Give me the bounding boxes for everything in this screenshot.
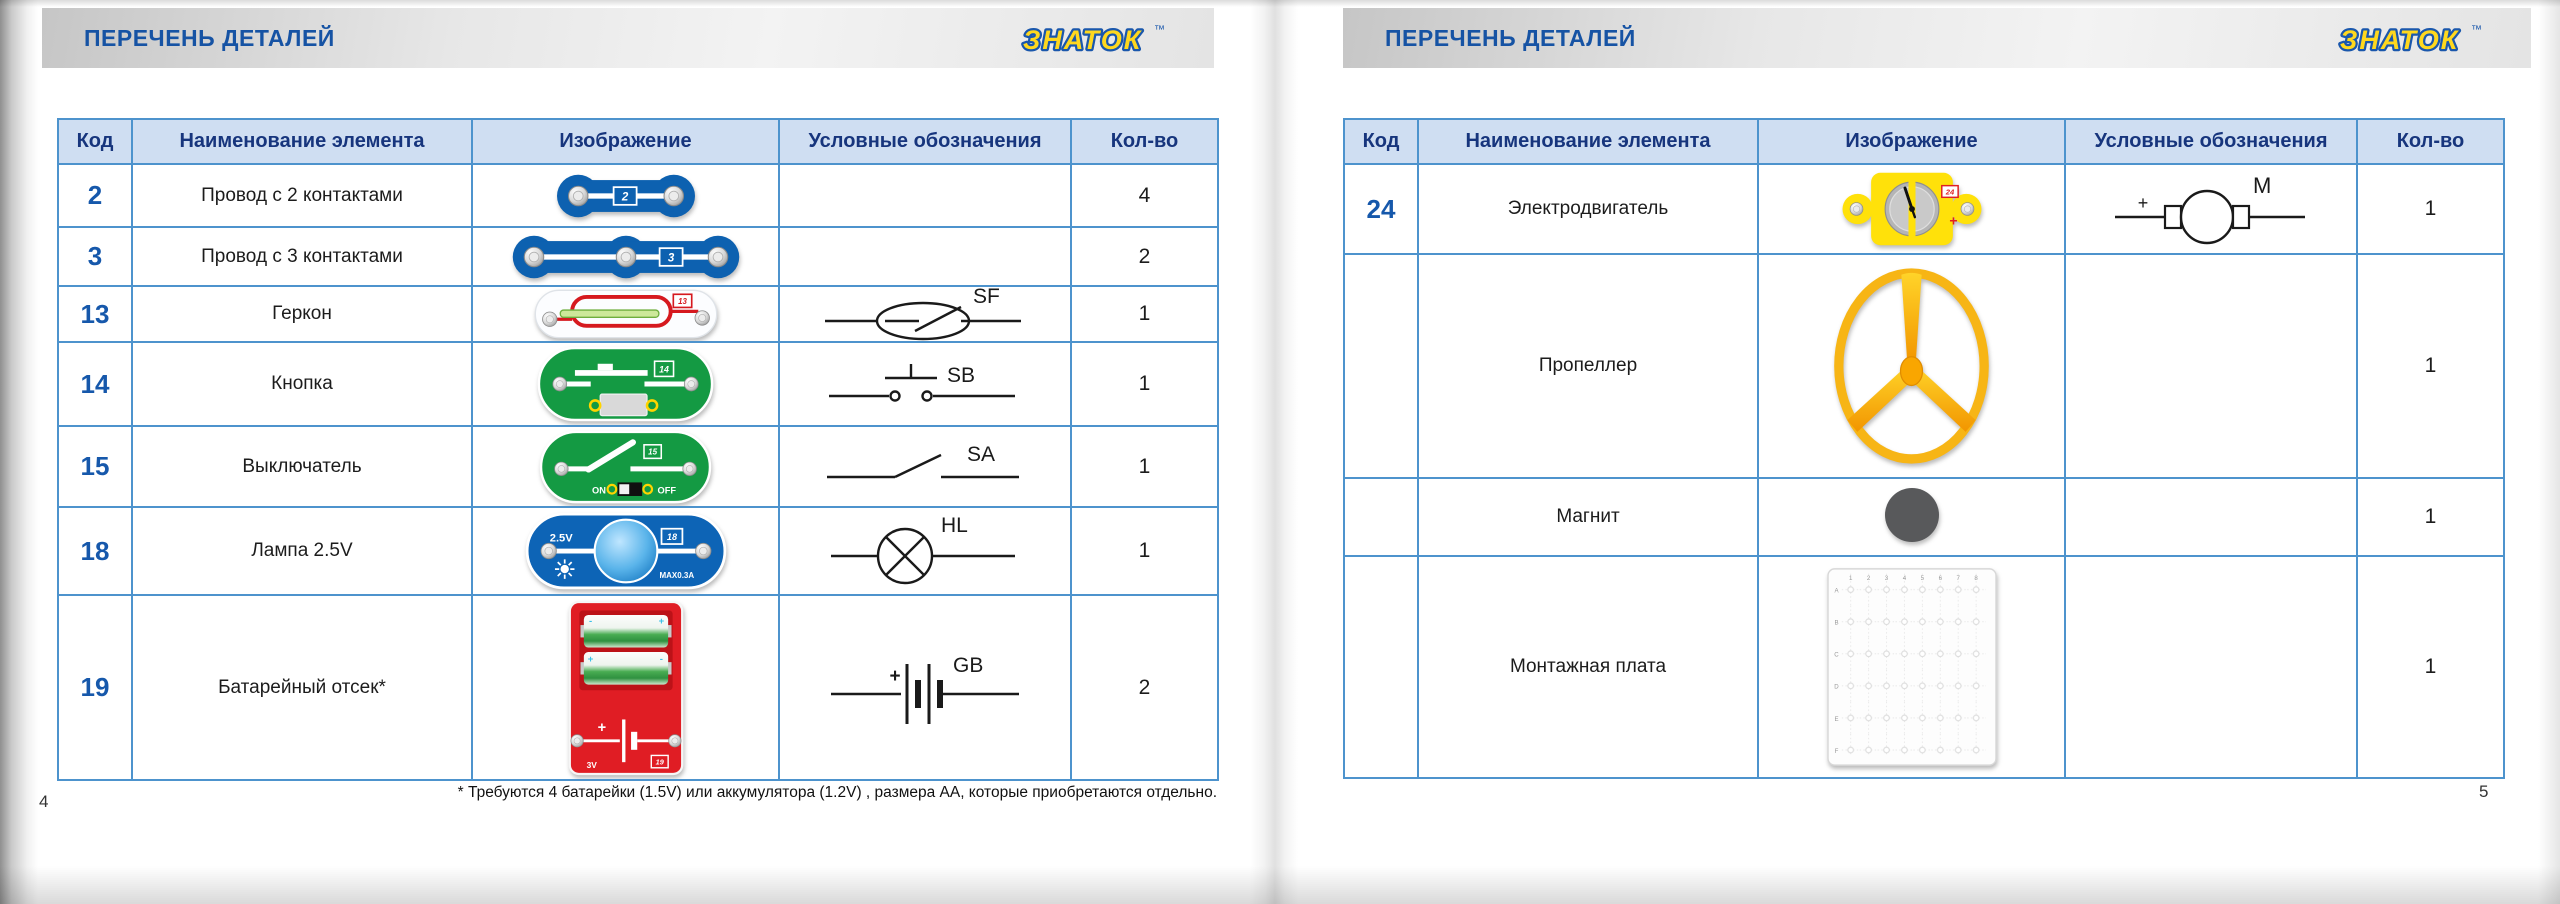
part-name: Монтажная плата xyxy=(1418,556,1758,778)
battery-holder-image xyxy=(567,600,685,776)
scan-left-edge xyxy=(0,0,38,904)
col-header-qty: Кол-во xyxy=(2357,119,2504,164)
page-number-left: 4 xyxy=(39,792,49,811)
magnet-image xyxy=(1879,485,1945,549)
part-tag: 24 xyxy=(1945,187,1954,197)
part-qty: 1 xyxy=(1071,426,1218,507)
logo-text: ЗНАТОК xyxy=(2340,25,2460,55)
table-header-row xyxy=(1344,119,2504,164)
motor-symbol xyxy=(2101,171,2321,247)
scan-bottom-edge xyxy=(0,866,2560,904)
switch-symbol xyxy=(815,439,1035,495)
part-code: 18 xyxy=(58,507,132,595)
table-header-row xyxy=(58,119,1218,164)
part-tag: 13 xyxy=(677,297,687,307)
symbol-label: SA xyxy=(967,442,996,466)
part-name: Кнопка xyxy=(132,342,472,426)
part-name: Провод с 2 контактами xyxy=(132,164,472,227)
reed-switch-image xyxy=(534,289,718,339)
table-row xyxy=(58,227,1218,286)
col-header-image: Изображение xyxy=(1758,119,2065,164)
col-header-qty: Кол-во xyxy=(1071,119,1218,164)
logo-tm: ™ xyxy=(2471,24,2482,36)
table-row xyxy=(58,164,1218,227)
right-header-bar xyxy=(1343,8,2531,68)
part-qty: 2 xyxy=(1071,227,1218,286)
page-number-right: 5 xyxy=(2479,782,2489,801)
part-qty: 1 xyxy=(2357,478,2504,556)
part-tag: 15 xyxy=(648,447,658,457)
part-qty: 1 xyxy=(2357,254,2504,478)
reed-switch-symbol xyxy=(815,287,1035,341)
part-tag: 18 xyxy=(666,531,677,542)
symbol-plus: + xyxy=(2137,193,2149,213)
part-code: 13 xyxy=(58,286,132,342)
part-code xyxy=(1344,254,1418,478)
logo-tm: ™ xyxy=(1154,24,1165,36)
part-code: 3 xyxy=(58,227,132,286)
col-header-symbol: Условные обозначения xyxy=(2065,119,2357,164)
board-row-label: C xyxy=(1833,651,1839,659)
symbol-label: HL xyxy=(941,516,968,537)
page-title: ПЕРЕЧЕНЬ ДЕТАЛЕЙ xyxy=(1385,25,1636,51)
board-row-label: B xyxy=(1833,619,1839,627)
wire-3-contacts-image xyxy=(511,234,741,280)
col-header-code: Код xyxy=(58,119,132,164)
part-code: 14 xyxy=(58,342,132,426)
znatok-logo xyxy=(1018,18,1170,60)
part-code: 24 xyxy=(1344,164,1418,254)
part-qty: 1 xyxy=(1071,507,1218,595)
switch-on-label: ON xyxy=(592,485,606,496)
board-col-label: 2 xyxy=(1866,575,1870,583)
table-row xyxy=(58,286,1218,342)
part-code xyxy=(1344,478,1418,556)
symbol-label: GB xyxy=(953,653,984,677)
col-header-code: Код xyxy=(1344,119,1418,164)
parts-table-left xyxy=(57,118,1219,781)
base-grid-board-image xyxy=(1826,567,1998,767)
battery-symbol xyxy=(815,648,1035,728)
page-title: ПЕРЕЧЕНЬ ДЕТАЛЕЙ xyxy=(84,25,335,51)
push-button-symbol xyxy=(815,354,1035,414)
board-row-label: D xyxy=(1833,683,1839,691)
part-name: Магнит xyxy=(1418,478,1758,556)
left-header-bar xyxy=(42,8,1214,68)
part-code: 15 xyxy=(58,426,132,507)
lamp-max-current-label: MAX0.3A xyxy=(658,571,694,581)
symbol-label: SB xyxy=(947,364,976,387)
page-4 xyxy=(35,0,1258,904)
board-col-label: 8 xyxy=(1973,575,1978,583)
board-row-label: A xyxy=(1833,587,1839,595)
part-name: Лампа 2.5V xyxy=(132,507,472,595)
board-col-label: 6 xyxy=(1938,575,1942,583)
table-row xyxy=(58,342,1218,426)
part-tag: 2 xyxy=(621,190,628,203)
slide-switch-image xyxy=(539,430,712,504)
board-col-label: 3 xyxy=(1884,575,1888,583)
board-row-label: E xyxy=(1833,715,1839,723)
symbol-plus: + xyxy=(889,665,901,687)
lamp-symbol xyxy=(815,516,1035,586)
motor-plus-mark: + xyxy=(1948,212,1958,229)
battery1-plus: + xyxy=(658,615,664,627)
part-qty: 4 xyxy=(1071,164,1218,227)
board-row-label: F xyxy=(1834,747,1838,755)
col-header-symbol: Условные обозначения xyxy=(779,119,1071,164)
electric-motor-image xyxy=(1839,168,1985,250)
col-header-name: Наименование элемента xyxy=(1418,119,1758,164)
table-row xyxy=(58,507,1218,595)
znatok-logo xyxy=(2335,18,2487,60)
part-name: Провод с 3 контактами xyxy=(132,227,472,286)
col-header-name: Наименование элемента xyxy=(132,119,472,164)
board-col-label: 1 xyxy=(1848,575,1852,583)
table-row xyxy=(58,426,1218,507)
battery1-minus: - xyxy=(588,615,592,627)
parts-table-right xyxy=(1343,118,2505,779)
part-tag: 19 xyxy=(655,756,664,766)
table-row xyxy=(1344,556,2504,778)
table-row xyxy=(1344,164,2504,254)
switch-off-label: OFF xyxy=(657,485,677,496)
push-button-image xyxy=(537,346,714,422)
symbol-label: SF xyxy=(973,287,1000,308)
table-row xyxy=(1344,254,2504,478)
col-header-image: Изображение xyxy=(472,119,779,164)
logo-text: ЗНАТОК xyxy=(1023,25,1143,55)
battery2-plus: + xyxy=(587,653,593,665)
page-5 xyxy=(1294,0,2560,904)
battery-footnote: * Требуются 4 батарейки (1.5V) или аккумулятора (1.2V) , размера АА, которые приобретаются отдельно. xyxy=(457,784,1217,801)
part-qty: 2 xyxy=(1071,595,1218,780)
part-name: Батарейный отсек* xyxy=(132,595,472,780)
part-qty: 1 xyxy=(1071,286,1218,342)
part-name: Пропеллер xyxy=(1418,254,1758,478)
part-qty: 1 xyxy=(2357,556,2504,778)
wire-2-contacts-image xyxy=(555,173,697,219)
part-name: Геркон xyxy=(132,286,472,342)
board-col-label: 4 xyxy=(1902,575,1906,583)
board-col-label: 5 xyxy=(1920,575,1924,583)
battery2-minus: - xyxy=(659,653,663,665)
table-row xyxy=(1344,478,2504,556)
battery-plus-mark: + xyxy=(597,719,606,736)
part-tag: 3 xyxy=(667,251,674,264)
lamp-voltage-label: 2.5V xyxy=(549,532,573,545)
board-col-label: 7 xyxy=(1956,575,1960,583)
table-row xyxy=(58,595,1218,780)
propeller-image xyxy=(1827,266,1996,466)
lamp-image xyxy=(525,512,727,590)
part-code: 2 xyxy=(58,164,132,227)
part-qty: 1 xyxy=(2357,164,2504,254)
part-qty: 1 xyxy=(1071,342,1218,426)
part-code xyxy=(1344,556,1418,778)
part-tag: 14 xyxy=(659,364,669,375)
part-name: Выключатель xyxy=(132,426,472,507)
battery-voltage-label: 3V xyxy=(586,759,597,770)
part-code: 19 xyxy=(58,595,132,780)
symbol-label: M xyxy=(2253,173,2272,198)
part-name: Электродвигатель xyxy=(1418,164,1758,254)
